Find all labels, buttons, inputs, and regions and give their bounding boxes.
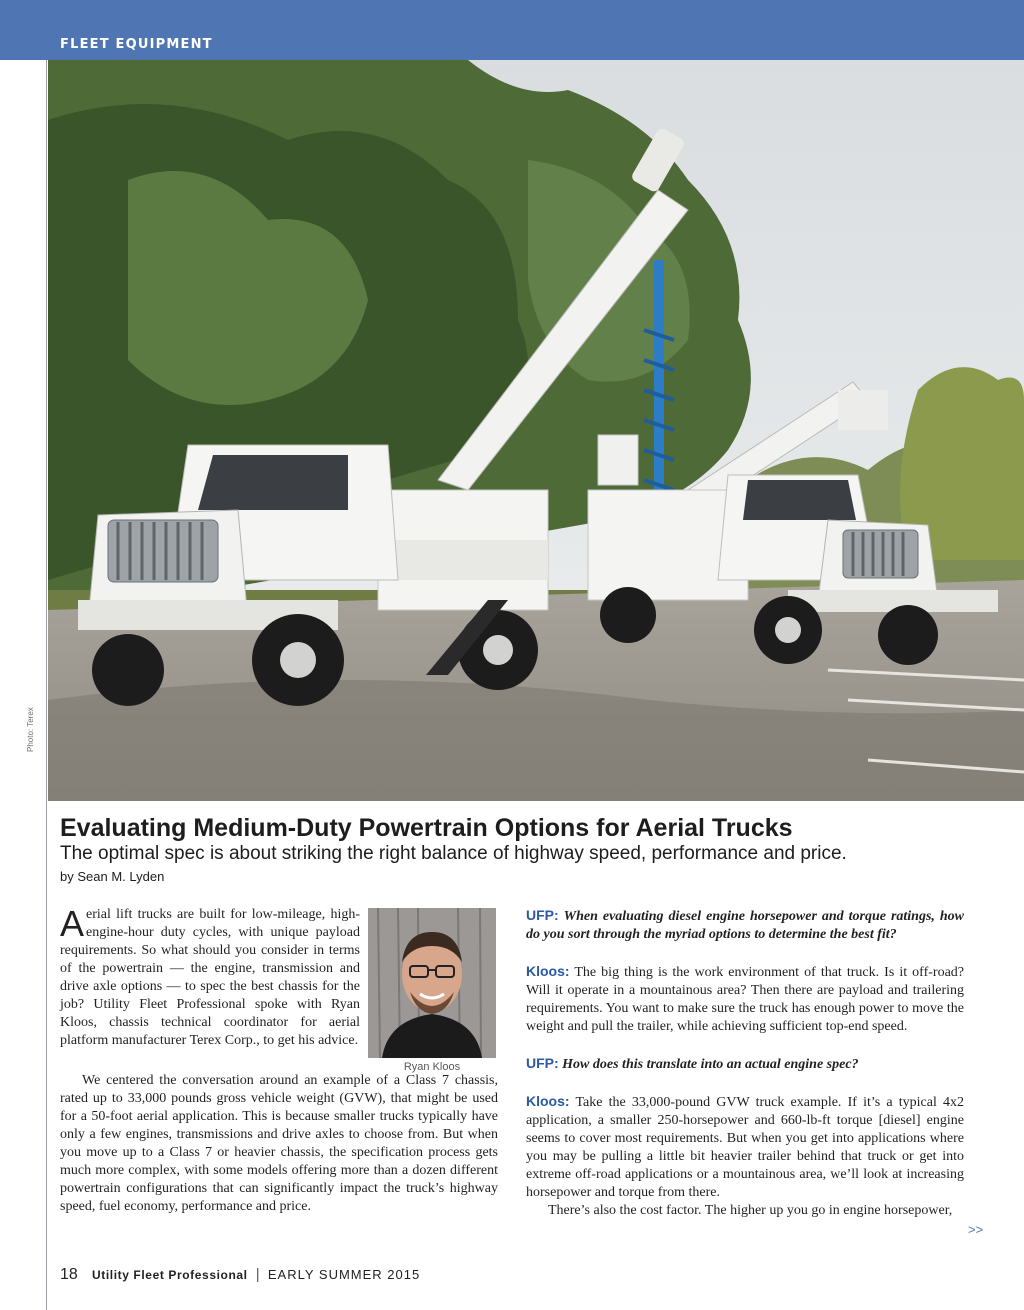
question-text: When evaluating diesel engine horsepower and torque ratings, how do you sort through the myriad options to determine the best fit? — [526, 909, 965, 942]
intro-paragraph-text: erial lift trucks are built for low-mileage, high-engine-hour duty cycles, with unique payload requirements. So what should you consider in terms of the powertrain — the engine, transmission and drive axle options — to spec the best chassis for the job? Utility Fleet Professional spoke with Ryan Kloos, chassis technical coordinator for aerial platform manufacturer Terex Corp., to get his advice. — [60, 907, 360, 1048]
answer-text: The big thing is the work environment of that truck. Is it off-road? Will it operate in a mountainous area? Then there are payload and trailering requirements. You want to make sure the truck has enough power to move the weight and pull the trailer, while achieving sufficient top-end speed. — [526, 965, 964, 1034]
question-label: UFP: — [526, 1055, 559, 1071]
article-headline: Evaluating Medium-Duty Powertrain Options for Aerial Trucks — [60, 814, 793, 842]
portrait-photo — [368, 908, 496, 1058]
answer-2-continued: There’s also the cost factor. The higher up you go in engine horsepower, — [548, 1203, 953, 1218]
question-label: UFP: — [526, 907, 559, 923]
answer-label: Kloos: — [526, 1093, 570, 1109]
question-2 — [526, 1054, 964, 1074]
intro-paragraph-2: We centered the conversation around an example of a Class 7 chassis, rated up to 33,000 pounds gross vehicle weight (GVW), that might be used for a 50-foot aerial application. This is because smaller trucks typically have only a few engines, transmissions and drive axles to choose from. But when you move up to a Class 7 or heavier chassis, the specification process gets much more complex, with some models offering more than a dozen different powertrain configurations that can significantly impact the truck’s highway speed, fuel economy, performance and price. — [60, 1073, 498, 1214]
page-footer — [60, 1266, 420, 1284]
issue-date: EARLY SUMMER 2015 — [267, 1267, 421, 1282]
answer-text: Take the 33,000-pound GVW truck example. If it’s a typical 4x2 application, a smaller 250-horsepower and 660-lb-ft torque [diesel] engine seems to cover most requirements. But when you get into applications where you may be pulling a little bit heavier trailer behind that truck or get into extreme off-road applications or a mountainous area, we’ll look at increasing horsepower and torque from there. — [526, 1095, 965, 1200]
drop-cap: A — [60, 903, 85, 944]
qa-column — [526, 906, 964, 1220]
left-margin-rule — [46, 60, 47, 1310]
continue-arrow-icon: >> — [968, 1222, 984, 1237]
section-label: FLEET EQUIPMENT — [60, 37, 213, 52]
answer-label: Kloos: — [526, 963, 570, 979]
photo-credit: Photo: Terex — [26, 707, 35, 752]
magazine-name: Utility Fleet Professional — [91, 1268, 248, 1282]
portrait-caption: Ryan Kloos — [403, 1061, 461, 1073]
question-1 — [526, 906, 964, 944]
answer-1 — [526, 962, 964, 1036]
intro-paragraph — [60, 903, 360, 1050]
question-text: How does this translate into an actual engine spec? — [562, 1057, 859, 1072]
footer-separator: | — [255, 1266, 260, 1283]
article-dek: The optimal spec is about striking the right balance of highway speed, performance and price. — [60, 843, 847, 864]
answer-2 — [526, 1092, 964, 1202]
article-byline: by Sean M. Lyden — [60, 869, 165, 884]
hero-photo-trucks — [48, 60, 1024, 801]
page-number: 18 — [60, 1266, 78, 1283]
